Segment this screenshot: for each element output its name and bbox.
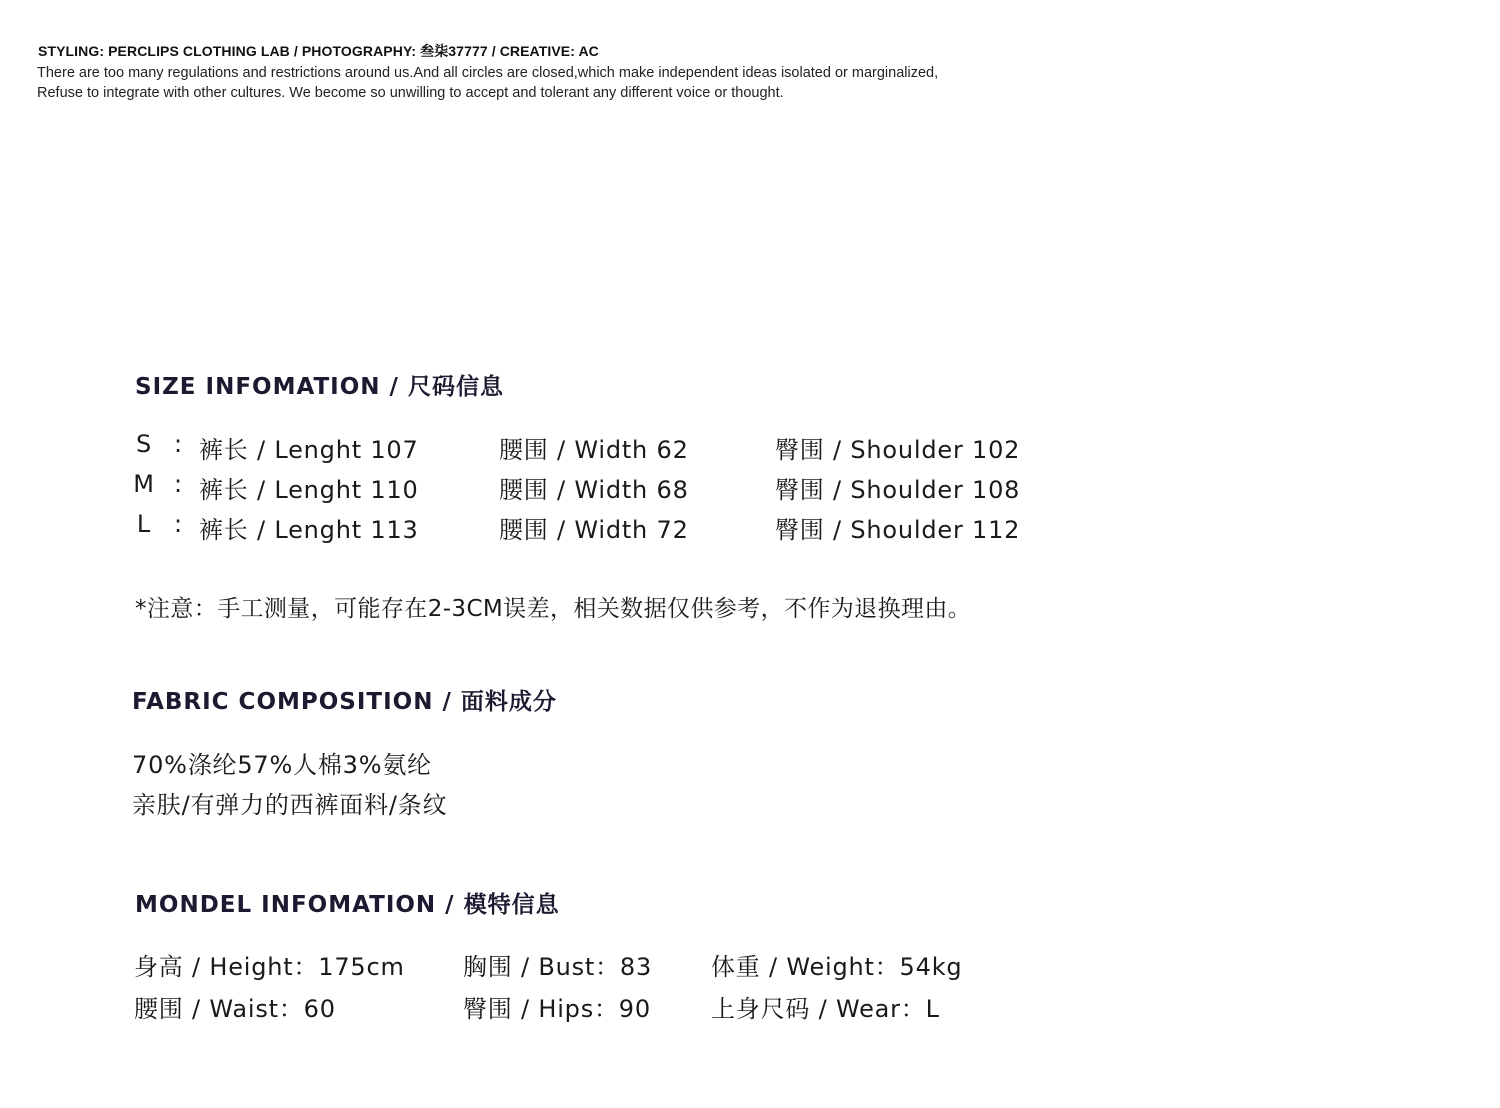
- size-colon: :: [174, 510, 183, 538]
- model-weight: 体重 / Weight：54kg: [711, 953, 963, 981]
- width-value: 腰围 / Width 68: [499, 476, 689, 504]
- intro-text-line-2: Refuse to integrate with other cultures. We become so unwilling to accept and tolerant any different voice or thought.: [37, 85, 784, 101]
- size-section-title: SIZE INFOMATION / 尺码信息: [135, 374, 504, 400]
- fabric-section-title: FABRIC COMPOSITION / 面料成分: [132, 689, 557, 715]
- measurement-note: *注意：手工测量，可能存在2-3CM误差，相关数据仅供参考，不作为退换理由。: [135, 596, 972, 622]
- credits-line: STYLING: PERCLIPS CLOTHING LAB / PHOTOGRAPHY: 叁柒37777 / CREATIVE: AC: [38, 43, 599, 59]
- model-waist: 腰围 / Waist：60: [134, 995, 336, 1023]
- model-wear-size: 上身尺码 / Wear：L: [711, 995, 940, 1023]
- intro-text-line-1: There are too many regulations and restrictions around us.And all circles are closed,which make independent ideas isolated or marginalized,: [37, 65, 939, 81]
- model-height: 身高 / Height：175cm: [134, 953, 405, 981]
- model-hips: 臀围 / Hips：90: [463, 995, 651, 1023]
- length-value: 裤长 / Lenght 107: [199, 436, 419, 464]
- length-value: 裤长 / Lenght 110: [199, 476, 419, 504]
- model-section-title: MONDEL INFOMATION / 模特信息: [135, 892, 560, 918]
- width-value: 腰围 / Width 62: [499, 436, 689, 464]
- width-value: 腰围 / Width 72: [499, 516, 689, 544]
- model-bust: 胸围 / Bust：83: [463, 953, 653, 981]
- fabric-description-text: 亲肤/有弹力的西裤面料/条纹: [132, 791, 448, 819]
- size-label: L: [136, 510, 152, 538]
- shoulder-value: 臀围 / Shoulder 112: [775, 516, 1021, 544]
- size-label: M: [133, 470, 155, 498]
- shoulder-value: 臀围 / Shoulder 108: [775, 476, 1021, 504]
- fabric-composition-text: 70%涤纶57%人棉3%氨纶: [132, 751, 432, 779]
- size-colon: :: [174, 470, 183, 498]
- size-label: S: [135, 430, 153, 458]
- length-value: 裤长 / Lenght 113: [199, 516, 419, 544]
- shoulder-value: 臀围 / Shoulder 102: [775, 436, 1021, 464]
- size-colon: :: [174, 430, 183, 458]
